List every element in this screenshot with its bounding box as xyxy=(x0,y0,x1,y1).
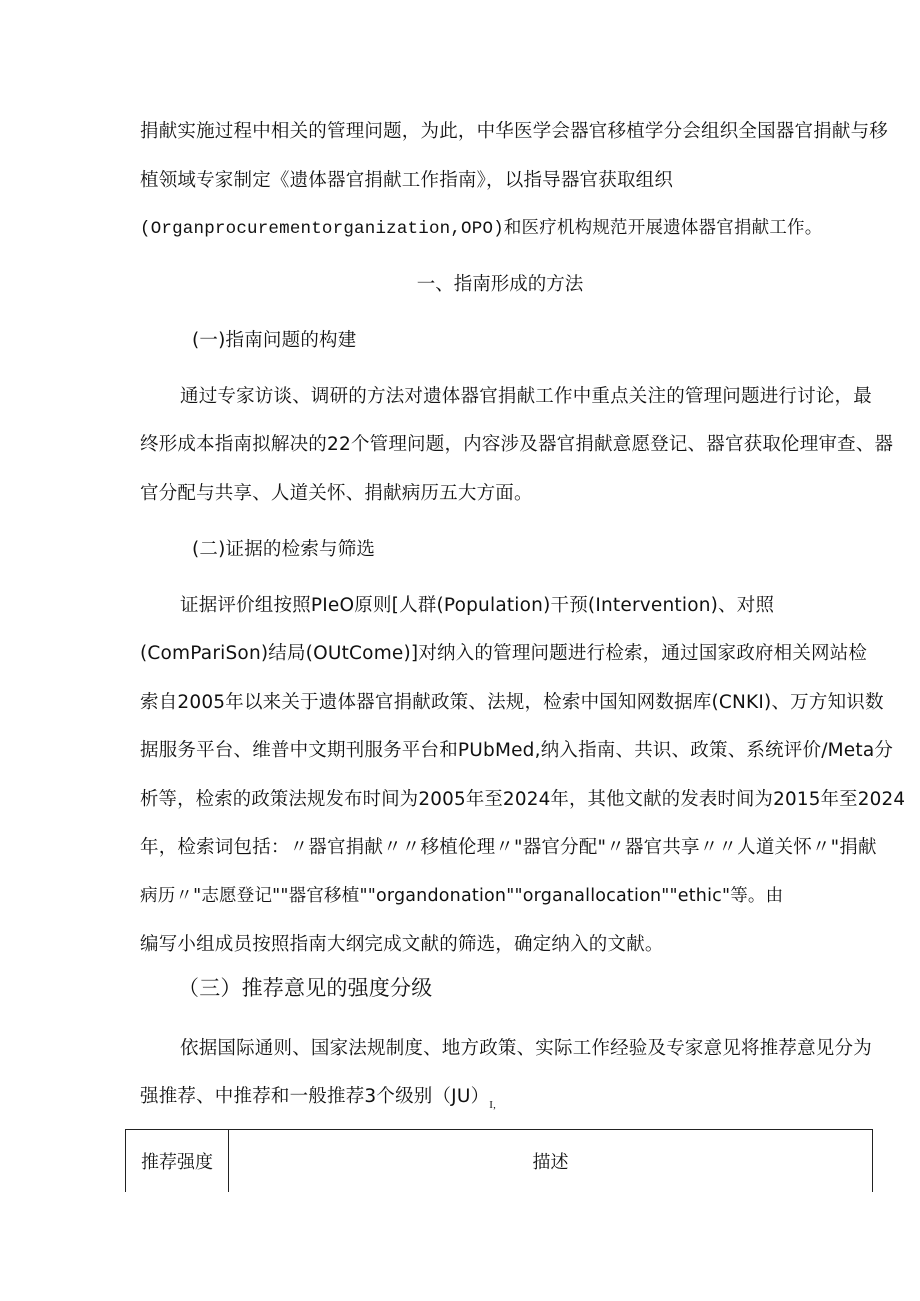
header-strength: 推荐强度 xyxy=(126,1130,229,1193)
recommendation-table xyxy=(125,1129,873,1192)
sub2-line-8: 编写小组成员按照指南大纲完成文献的筛选，确定纳入的文献。 xyxy=(140,934,664,955)
sub2-line-1: 证据评价组按照PIeO原则[人群(Population)干预(Intervention)、对照 xyxy=(180,595,775,616)
sub3-line-2-text: 强推荐、中推荐和一般推荐3个级别（JU） xyxy=(140,1086,490,1107)
table-header-row xyxy=(126,1130,873,1193)
sub1-title: (一)指南问题的构建 xyxy=(192,330,357,351)
sub3-title: （三）推荐意见的强度分级 xyxy=(178,976,433,1000)
sub1-line-2: 终形成本指南拟解决的22个管理问题，内容涉及器官捐献意愿登记、器官获取伦理审查、器 xyxy=(140,434,894,455)
sub2-line-3: 索自2005年以来关于遗体器官捐献政策、法规，检索中国知网数据库(CNKI)、万方知识数 xyxy=(140,692,884,713)
intro-line-3: (Organprocurementorganization,OPO)和医疗机构规范开展遗体器官捐献工作。 xyxy=(140,219,823,239)
header-description: 描述 xyxy=(229,1130,873,1193)
sub2-line-5: 析等，检索的政策法规发布时间为2005年至2024年，其他文献的发表时间为2015年至2024 xyxy=(140,789,906,810)
section-1-title: 一、指南形成的方法 xyxy=(416,274,584,295)
sub2-line-7: 病历〃"志愿登记""器官移植""organdonation""organallocation""ethic"等。由 xyxy=(140,886,784,906)
sub3-line-1: 依据国际通则、国家法规制度、地方政策、实际工作经验及专家意见将推荐意见分为 xyxy=(180,1038,872,1059)
sub3-line-2 xyxy=(140,1083,496,1119)
sub2-title: (二)证据的检索与筛选 xyxy=(192,539,376,560)
intro-line-2: 植领域专家制定《遗体器官捐献工作指南》，以指导器官获取组织 xyxy=(140,170,674,191)
sub1-line-3: 官分配与共享、人道关怀、捐献病历五大方面。 xyxy=(140,483,533,504)
sub2-line-6: 年，检索词包括：〃器官捐献〃〃移植伦理〃"器官分配"〃器官共享〃〃人道关怀〃"捐献 xyxy=(140,837,877,858)
sub2-line-2: (ComPariSon)结局(OUtCome)]对纳入的管理问题进行检索，通过国家政府相关网站检 xyxy=(140,643,868,664)
sub3-suffix: I, xyxy=(489,1099,497,1111)
sub1-line-1: 通过专家访谈、调研的方法对遗体器官捐献工作中重点关注的管理问题进行讨论，最 xyxy=(180,386,872,407)
intro-line-1: 捐献实施过程中相关的管理问题，为此，中华医学会器官移植学分会组织全国器官捐献与移 xyxy=(140,121,889,142)
sub2-line-4: 据服务平台、维普中文期刊服务平台和PUbMed,纳入指南、共识、政策、系统评价/Meta分 xyxy=(140,740,894,761)
